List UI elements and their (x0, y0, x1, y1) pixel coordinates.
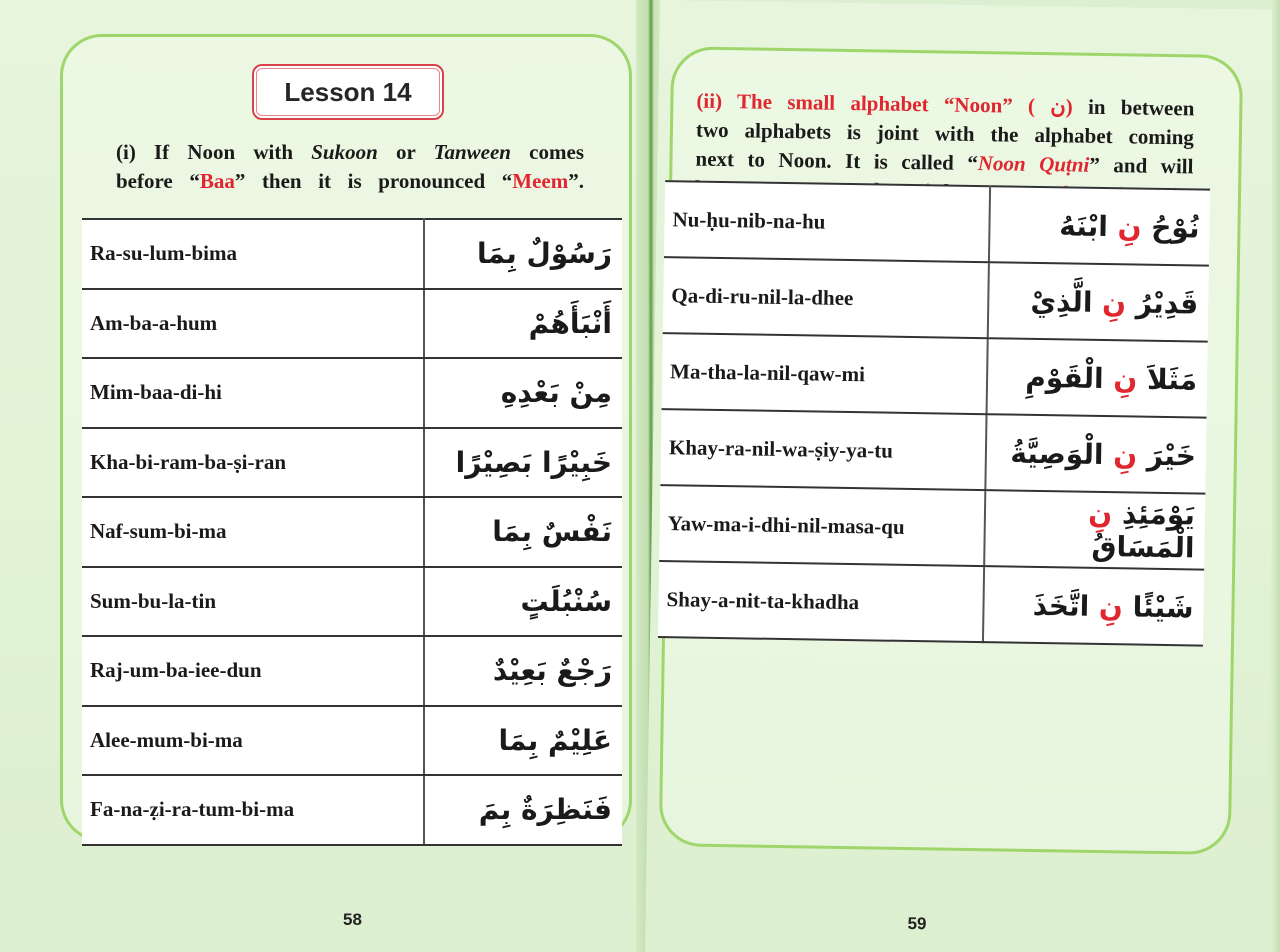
transliteration: Mim-baa-di-hi (82, 358, 424, 428)
table-row (82, 289, 622, 359)
table-row (664, 181, 1210, 266)
table-row (82, 497, 622, 567)
term-meem: Meem (512, 169, 569, 193)
transliteration: Yaw-ma-i-dhi-nil-masa-qu (659, 485, 985, 566)
arabic-word: نُوْحُ نِ ابْنَهُ (989, 186, 1210, 265)
term-tanween: Tanween (433, 140, 511, 164)
arabic-word: شَيْئًا نِ اتَّخَذَ (983, 566, 1204, 645)
arabic-word: سُنْبُلَتٍ (424, 567, 622, 637)
noon-qutni-mark: نِ (1112, 437, 1138, 472)
noon-qutni-mark: نِ (1113, 361, 1138, 396)
table-row (82, 636, 622, 706)
transliteration: Nu-ḥu-nib-na-hu (664, 181, 990, 262)
arabic-word: نَفْسٌ بِمَا (424, 497, 622, 567)
noon-qutni-mark: نِ (1088, 496, 1113, 531)
arabic-word: يَوْمَئِذِ نِ الْمَسَاقُ (984, 490, 1205, 569)
table-row (659, 485, 1205, 570)
rule-description (116, 138, 584, 196)
table-row (82, 358, 622, 428)
page-59 (645, 0, 1280, 952)
transliteration: Shay-a-nit-ta-khadha (658, 561, 984, 642)
table-row (82, 219, 622, 289)
rule-line-2: before “Baa” then it is pronounced “Meem”. (116, 169, 584, 193)
rule-line-1: (i) If Noon with Sukoon or Tanween comes (116, 140, 584, 164)
book-right-edge (1272, 0, 1280, 952)
transliteration: Qa-di-ru-nil-la-dhee (663, 257, 989, 338)
table-row (658, 561, 1204, 646)
page-number: 58 (343, 910, 362, 929)
transliteration: Kha-bi-ram-ba-ṣi-ran (82, 428, 424, 498)
transliteration: Alee-mum-bi-ma (82, 706, 424, 776)
noon-qutni-examples-table (658, 180, 1210, 647)
noon-qutni-mark: نِ (1101, 285, 1127, 319)
lesson-title-box (252, 64, 444, 120)
arabic-word: عَلِيْمٌ بِمَا (424, 706, 622, 776)
transliteration: Khay-ra-nil-wa-ṣiy-ya-tu (660, 409, 986, 490)
term-sukoon: Sukoon (311, 140, 378, 164)
transliteration: Ra-su-lum-bima (82, 219, 424, 289)
table-row (660, 409, 1206, 494)
table-row (82, 775, 622, 845)
arabic-word: فَنَظِرَةٌ بِمَ (424, 775, 622, 845)
term-noon-qutni: Noon Quṭni (977, 151, 1090, 177)
arabic-word: خَبِيْرًا بَصِيْرًا (424, 428, 622, 498)
table-row (662, 333, 1208, 418)
table-row (663, 257, 1209, 342)
arabic-word: أَنْبَأَهُمْ (424, 289, 622, 359)
transliteration: Am-ba-a-hum (82, 289, 424, 359)
page-number: 59 (907, 914, 927, 934)
arabic-word: مِنْ بَعْدِهِ (424, 358, 622, 428)
noon-glyph: ن (1034, 93, 1066, 119)
rule-line-1: (ii) The small alphabet “Noon” ( ن) in between (696, 88, 1195, 121)
arabic-word: رَجْعٌ بَعِيْدٌ (424, 636, 622, 706)
table-row (82, 428, 622, 498)
arabic-word: مَثَلاَ نِ الْقَوْمِ (987, 338, 1208, 417)
rule-line-3: next to Noon. It is called “Noon Quṭni” and will (695, 146, 1194, 179)
term-baa: Baa (199, 169, 235, 193)
table-row (82, 706, 622, 776)
table-row (82, 567, 622, 637)
iqlab-examples-table (82, 218, 622, 846)
noon-qutni-mark: نِ (1098, 589, 1124, 623)
arabic-word: خَيْرَ نِ الْوَصِيَّةُ (985, 414, 1206, 493)
arabic-word: قَدِيْرُ نِ الَّذِيْ (988, 262, 1209, 341)
rule-line-2: two alphabets is joint with the alphabet coming (695, 117, 1195, 150)
transliteration: Raj-um-ba-iee-dun (82, 636, 424, 706)
lesson-title: Lesson 14 (284, 76, 412, 107)
noon-qutni-mark: نِ (1117, 209, 1142, 244)
transliteration: Fa-na-ẓi-ra-tum-bi-ma (82, 775, 424, 845)
arabic-word: رَسُوْلٌ بِمَا (424, 219, 622, 289)
transliteration: Ma-tha-la-nil-qaw-mi (662, 333, 988, 414)
transliteration: Naf-sum-bi-ma (82, 497, 424, 567)
transliteration: Sum-bu-la-tin (82, 567, 424, 637)
